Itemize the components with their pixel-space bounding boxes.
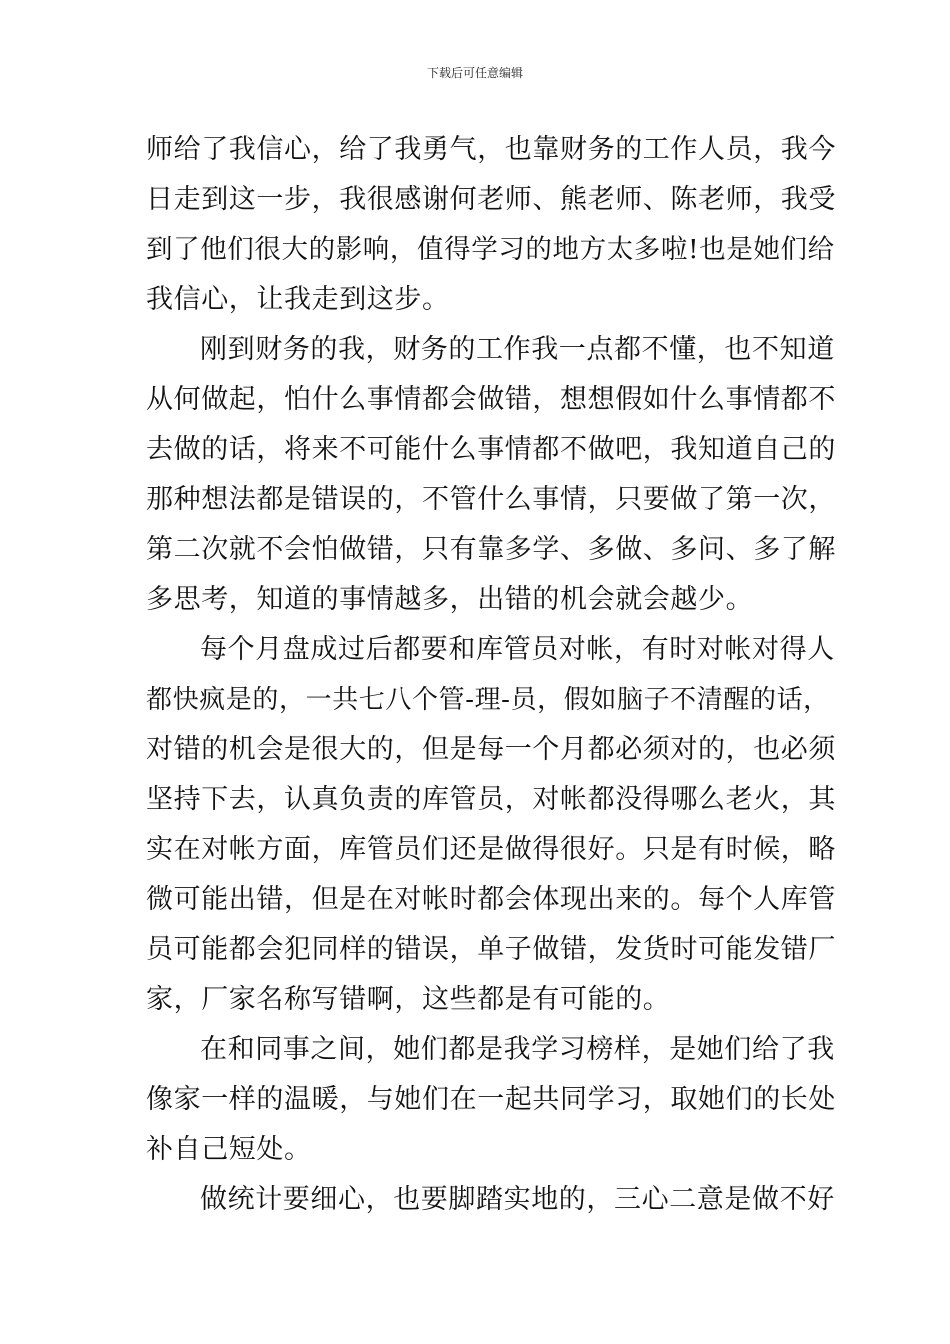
text-line: 员可能都会犯同样的错误，单子做错，发货时可能发错厂 bbox=[146, 934, 836, 965]
text-line: 做统计要细心，也要脚踏实地的，三心二意是做不好 bbox=[200, 1184, 835, 1215]
text-line: 微可能出错，但是在对帐时都会体现出来的。每个人库管 bbox=[146, 884, 836, 915]
paragraph-3 bbox=[146, 625, 836, 1025]
paragraph-1 bbox=[146, 125, 836, 325]
text-line: 在和同事之间，她们都是我学习榜样，是她们给了我 bbox=[200, 1034, 835, 1065]
document-body bbox=[146, 125, 836, 1225]
text-line: 每个月盘成过后都要和库管员对帐，有时对帐对得人 bbox=[200, 634, 835, 665]
text-line: 我信心，让我走到这步。 bbox=[146, 284, 450, 315]
text-line: 日走到这一步，我很感谢何老师、熊老师、陈老师，我受 bbox=[146, 184, 836, 215]
paragraph-2 bbox=[146, 325, 836, 625]
text-line: 去做的话，将来不可能什么事情都不做吧，我知道自己的 bbox=[146, 434, 836, 465]
text-line: 师给了我信心，给了我勇气，也靠财务的工作人员，我今 bbox=[146, 134, 836, 165]
text-line: 坚持下去，认真负责的库管员，对帐都没得哪么老火，其 bbox=[146, 784, 836, 815]
text-line: 从何做起，怕什么事情都会做错，想想假如什么事情都不 bbox=[146, 384, 836, 415]
text-line: 第二次就不会怕做错，只有靠多学、多做、多问、多了解 bbox=[146, 534, 836, 565]
text-line: 到了他们很大的影响，值得学习的地方太多啦!也是她们给 bbox=[146, 234, 835, 265]
text-line: 都快疯是的，一共七八个管-理-员，假如脑子不清醒的话， bbox=[146, 685, 830, 715]
text-line: 实在对帐方面，库管员们还是做得很好。只是有时候，略 bbox=[146, 834, 836, 865]
paragraph-5 bbox=[146, 1175, 835, 1225]
text-line: 对错的机会是很大的，但是每一个月都必须对的，也必须 bbox=[146, 734, 836, 765]
text-line: 那种想法都是错误的，不管什么事情，只要做了第一次， bbox=[146, 484, 836, 515]
page-header: 下载后可任意编辑 bbox=[426, 66, 523, 80]
text-line: 家，厂家名称写错啊，这些都是有可能的。 bbox=[146, 984, 671, 1015]
text-line: 刚到财务的我，财务的工作我一点都不懂，也不知道 bbox=[200, 334, 835, 365]
paragraph-4 bbox=[146, 1025, 836, 1175]
text-line: 多思考，知道的事情越多，出错的机会就会越少。 bbox=[146, 584, 754, 615]
text-line: 像家一样的温暖，与她们在一起共同学习，取她们的长处 bbox=[146, 1084, 836, 1115]
text-line: 补自己短处。 bbox=[146, 1134, 312, 1165]
